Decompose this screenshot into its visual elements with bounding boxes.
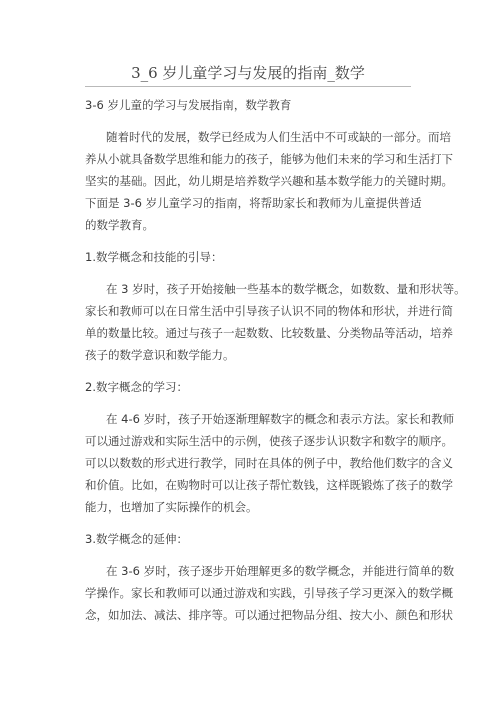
section-2-line-2: 可以通过游戏和实际生活中的示例，使孩子逐步认识数字和数字的顺序。 bbox=[85, 434, 453, 448]
intro-line-3: 坚实的基础。因此，幼儿期是培养数学兴趣和基本数学能力的关键时期。 bbox=[85, 174, 453, 188]
section-2-line-3: 可以以数数的形式进行教学，同时在具体的例子中，教给他们数字的含义 bbox=[85, 456, 453, 470]
section-1-heading: 1.数学概念和技能的引导： bbox=[85, 250, 223, 264]
intro-line-5: 的数学教育。 bbox=[85, 218, 154, 232]
section-1-line-4: 孩子的数学意识和数学能力。 bbox=[85, 348, 235, 362]
section-1-line-1: 在 3 岁时，孩子开始接触一些基本的数学概念，如数数、量和形状等。 bbox=[106, 282, 466, 296]
section-3-heading: 3.数学概念的延伸： bbox=[85, 532, 188, 546]
intro-line-1: 随着时代的发展，数学已经成为人们生活中不可或缺的一部分。而培 bbox=[106, 130, 451, 144]
section-2-heading: 2.数字概念的学习： bbox=[85, 380, 188, 394]
intro-line-2: 养从小就具备数学思维和能力的孩子，能够为他们未来的学习和生活打下 bbox=[85, 152, 453, 166]
intro-line-4: 下面是 3-6 岁儿童学习的指南，将帮助家长和教师为儿童提供普适 bbox=[85, 196, 422, 210]
section-3-line-3: 念，如加法、减法、排序等。可以通过把物品分组、按大小、颜色和形状 bbox=[85, 608, 453, 622]
section-1-line-3: 单的数量比较。通过与孩子一起数数、比较数量、分类物品等活动，培养 bbox=[85, 326, 453, 340]
title-underline bbox=[85, 86, 411, 87]
section-2-line-1: 在 4-6 岁时，孩子开始逐渐理解数字的概念和表示方法。家长和教师 bbox=[106, 412, 455, 426]
section-2-line-4: 和价值。比如，在购物时可以让孩子帮忙数钱，这样既锻炼了孩子的数学 bbox=[85, 478, 453, 492]
section-2-line-5: 能力，也增加了实际操作的机会。 bbox=[85, 500, 258, 514]
subtitle-line: 3-6 岁儿童的学习与发展指南，数学教育 bbox=[85, 98, 292, 112]
section-3-line-1: 在 3-6 岁时，孩子逐步开始理解更多的数学概念，并能进行简单的数 bbox=[106, 564, 455, 578]
page-title: 3_6 岁儿童学习与发展的指南_数学 bbox=[131, 64, 365, 82]
section-3-line-2: 学操作。家长和教师可以通过游戏和实践，引导孩子学习更深入的数学概 bbox=[85, 586, 453, 600]
section-1-line-2: 家长和教师可以在日常生活中引导孩子认识不同的物体和形状，并进行简 bbox=[85, 304, 453, 318]
